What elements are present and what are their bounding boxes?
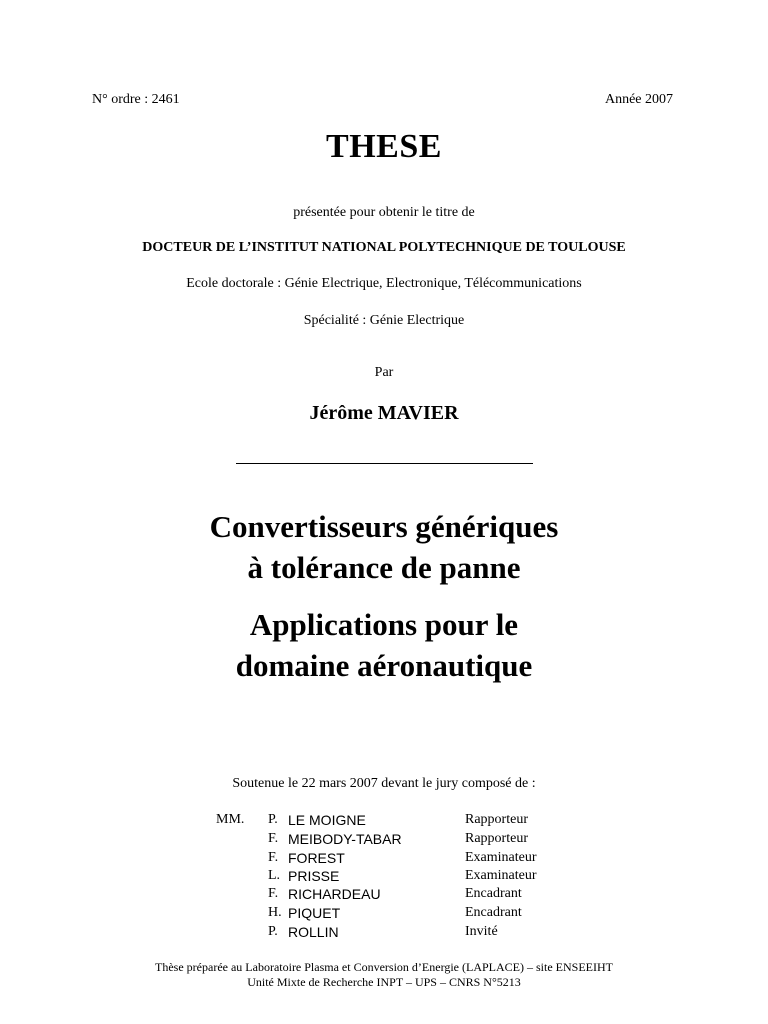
jury-name: PRISSE [288,868,340,884]
order-number: N° ordre : 2461 [92,92,180,107]
author-name: Jérôme MAVIER [309,402,459,424]
jury-name: ROLLIN [288,924,339,940]
thesis-title-line-3: Applications pour le [249,607,519,642]
jury-initial: F. [268,850,279,865]
jury-initial: H. [268,905,282,920]
doctoral-school: Ecole doctorale : Génie Electrique, Electronique, Télécommunications [186,276,582,291]
document-type: THESE [326,128,442,165]
jury-role: Invité [465,924,498,939]
by-label: Par [374,365,394,380]
jury-name: RICHARDEAU [288,886,381,902]
jury-initial: F. [268,886,279,901]
jury-row [0,812,768,831]
thesis-title-line-1: Convertisseurs génériques [209,509,559,544]
jury-row [0,924,768,943]
jury-role: Encadrant [465,905,522,920]
jury-name: LE MOIGNE [288,812,366,828]
thesis-title-line-4: domaine aéronautique [235,648,533,683]
thesis-title-line-2: à tolérance de panne [247,550,521,585]
jury-initial: P. [268,924,278,939]
year: Année 2007 [604,92,673,107]
specialty: Spécialité : Génie Electrique [303,313,465,328]
jury-name: MEIBODY-TABAR [288,831,402,847]
jury-row [0,868,768,887]
jury-role: Rapporteur [465,812,528,827]
jury-initial: F. [268,831,279,846]
jury-role: Examinateur [465,850,537,865]
jury-initial: L. [268,868,281,883]
footer-laboratory: Thèse préparée au Laboratoire Plasma et Conversion d’Energie (LAPLACE) – site ENSEEIHT [155,960,613,974]
footer-research-unit: Unité Mixte de Recherche INPT – UPS – CNRS N°5213 [247,975,521,989]
jury-name: FOREST [288,850,345,866]
jury-role: Rapporteur [465,831,528,846]
defense-statement: Soutenue le 22 mars 2007 devant le jury composé de : [232,776,536,791]
jury-row [0,831,768,850]
jury-row [0,886,768,905]
jury-initial: P. [268,812,278,827]
jury-name: PIQUET [288,905,341,921]
jury-prefix: MM. [216,812,245,827]
degree-title: DOCTEUR DE L’INSTITUT NATIONAL POLYTECHNIQUE DE TOULOUSE [142,240,626,255]
separator-line [236,463,533,464]
jury-role: Examinateur [465,868,537,883]
presented-for-text: présentée pour obtenir le titre de [293,205,475,220]
jury-row [0,905,768,924]
jury-row [0,850,768,869]
jury-role: Encadrant [465,886,522,901]
